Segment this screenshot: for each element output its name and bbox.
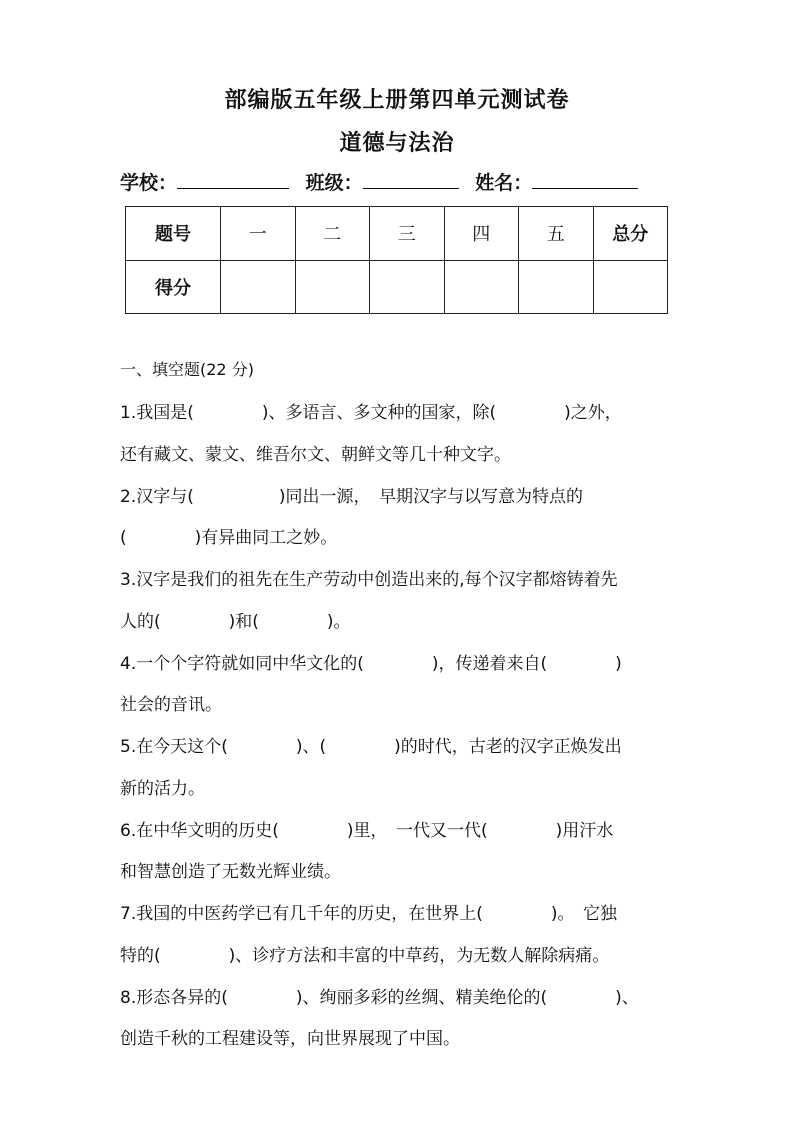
class-blank[interactable] xyxy=(363,170,459,189)
question-line: 还有藏文、蒙文、维吾尔文、朝鲜文等几十种文字。 xyxy=(120,445,511,465)
header-cell-part-4: 四 xyxy=(444,207,519,261)
question-line: 2.汉字与( )同出一源， 早期汉字与以写意为特点的 xyxy=(120,487,583,507)
question-line: 人的( )和( )。 xyxy=(120,612,351,632)
question-line: 新的活力。 xyxy=(120,779,205,799)
score-cell[interactable] xyxy=(221,260,296,314)
header-cell-part-1: 一 xyxy=(221,207,296,261)
score-table-score-row xyxy=(126,260,668,314)
header-cell-part-5: 五 xyxy=(519,207,594,261)
question-line: 8.形态各异的( )、绚丽多彩的丝绸、精美绝伦的( )、 xyxy=(120,988,639,1008)
score-row-label: 得分 xyxy=(126,260,221,314)
header-cell-part-3: 三 xyxy=(370,207,445,261)
score-cell[interactable] xyxy=(370,260,445,314)
school-label: 学校： xyxy=(120,172,178,194)
header-cell-total: 总分 xyxy=(593,207,668,261)
name-blank[interactable] xyxy=(532,170,638,189)
score-cell[interactable] xyxy=(593,260,668,314)
question-line: 1.我国是( )、多语言、多文种的国家，除( )之外， xyxy=(120,403,622,423)
question-line: 和智慧创造了无数光辉业绩。 xyxy=(120,862,341,882)
class-label: 班级： xyxy=(305,172,363,194)
score-cell[interactable] xyxy=(295,260,370,314)
question-line: 特的( )、诊疗方法和丰富的中草药，为无数人解除病痛。 xyxy=(120,946,610,966)
header-cell-part-2: 二 xyxy=(295,207,370,261)
question-line: 创造千秋的工程建设等，向世界展现了中国。 xyxy=(120,1029,460,1049)
score-cell[interactable] xyxy=(519,260,594,314)
student-info-row xyxy=(120,168,638,195)
question-line: ( )有异曲同工之妙。 xyxy=(120,528,338,548)
question-line: 6.在中华文明的历史( )里， 一代又一代( )用汗水 xyxy=(120,821,614,841)
section-title: 一、填空题(22 分) xyxy=(120,360,254,379)
question-line: 社会的音讯。 xyxy=(120,695,222,715)
question-line: 5.在今天这个( )、( )的时代，古老的汉字正焕发出 xyxy=(120,737,622,757)
question-line: 3.汉字是我们的祖先在生产劳动中创造出来的,每个汉字都熔铸着先 xyxy=(120,570,618,590)
school-blank[interactable] xyxy=(177,170,289,189)
name-label: 姓名： xyxy=(475,172,533,194)
page-title: 部编版五年级上册第四单元测试卷 xyxy=(224,87,570,113)
score-table-header-row xyxy=(126,207,668,261)
question-line: 7.我国的中医药学已有几千年的历史，在世界上( )。 它独 xyxy=(120,904,617,924)
score-table xyxy=(125,206,668,314)
page-subtitle: 道德与法治 xyxy=(339,130,455,156)
score-cell[interactable] xyxy=(444,260,519,314)
header-cell-question-number: 题号 xyxy=(126,207,221,261)
question-line: 4.一个个字符就如同中华文化的( )，传递着来自( ) xyxy=(120,654,622,674)
